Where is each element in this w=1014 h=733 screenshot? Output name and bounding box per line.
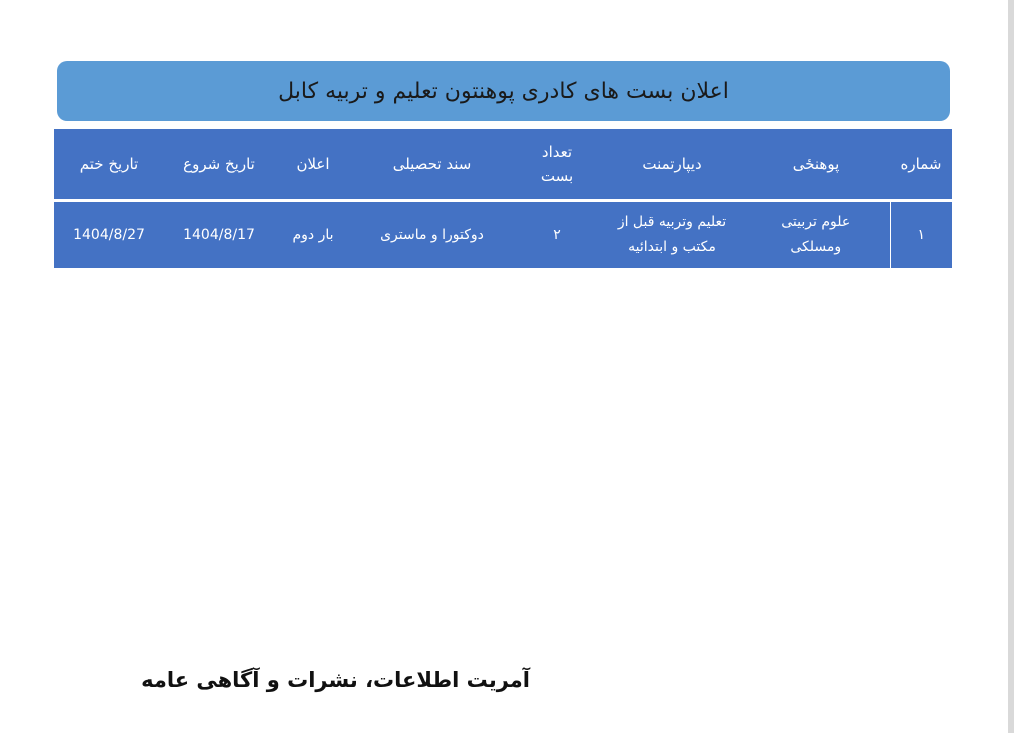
header-number: شماره bbox=[890, 129, 952, 201]
header-start-date: تاریخ شروع bbox=[164, 129, 274, 201]
table-row bbox=[54, 201, 952, 269]
cell-degree: دوکتورا و ماستری bbox=[380, 226, 484, 243]
page-title: اعلان بست های کادری پوهنتون تعلیم و تربیه کابل bbox=[278, 78, 729, 104]
cell-end-date: 1404/8/27 bbox=[73, 226, 145, 243]
page-edge-divider bbox=[1008, 0, 1014, 733]
header-announcement: اعلان bbox=[274, 129, 352, 201]
header-count-label: تعداد بست bbox=[540, 143, 574, 185]
cell-count: ۲ bbox=[553, 226, 561, 243]
cell-start-date: 1404/8/17 bbox=[183, 226, 255, 243]
title-banner bbox=[57, 61, 950, 121]
cell-faculty-text: علوم تربیتی ومسلکی bbox=[781, 214, 851, 255]
header-end-date: تاریخ ختم bbox=[54, 129, 164, 201]
announcement-table-container bbox=[54, 129, 952, 268]
cell-department-text: تعلیم وتربیه قبل از مکتب و ابتدائیه bbox=[617, 214, 727, 255]
announcement-table bbox=[54, 129, 952, 268]
header-count bbox=[512, 129, 602, 201]
cell-department bbox=[602, 201, 742, 269]
header-department: دیپارتمنت bbox=[602, 129, 742, 201]
footer-department-name: آمریت اطلاعات، نشرات و آگاهی عامه bbox=[141, 668, 530, 692]
header-degree: سند تحصیلی bbox=[352, 129, 512, 201]
cell-number: ۱ bbox=[890, 201, 952, 269]
header-faculty: پوهنځی bbox=[742, 129, 890, 201]
table-header-row bbox=[54, 129, 952, 201]
cell-faculty bbox=[742, 201, 890, 269]
cell-announcement: بار دوم bbox=[292, 226, 334, 243]
